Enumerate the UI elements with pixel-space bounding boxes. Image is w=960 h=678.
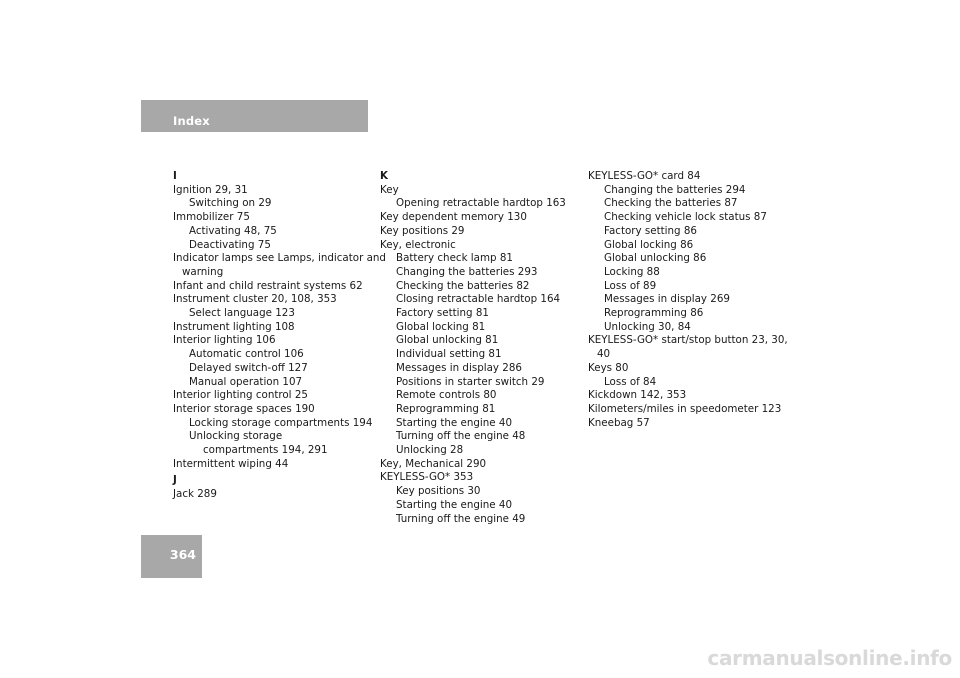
index-subentry: Reprogramming 86 [604,307,704,320]
section-title: Index [173,114,210,128]
index-entry: Key positions 29 [380,224,465,237]
watermark: carmanualsonline.info [707,646,952,670]
index-subentry: warning [182,265,224,278]
index-entry: Interior storage spaces 190 [173,402,315,415]
index-subentry: Battery check lamp 81 [396,252,513,265]
index-subentry: Unlocking 30, 84 [604,320,691,333]
index-entry: Interior lighting 106 [173,334,276,347]
index-subentry: Automatic control 106 [189,348,304,361]
index-entry: Indicator lamps see Lamps, indicator and [173,252,386,265]
index-subentry: Global locking 81 [396,320,486,333]
index-letter-heading: J [173,474,177,487]
index-entry: Intermittent wiping 44 [173,457,289,470]
index-subentry: Delayed switch-off 127 [189,361,308,374]
index-subentry: Changing the batteries 293 [396,265,538,278]
index-subentry: Locking 88 [604,265,660,278]
index-subentry: Locking storage compartments 194 [189,416,373,429]
index-subentry: Individual setting 81 [396,348,502,361]
index-subentry: Starting the engine 40 [396,498,513,511]
page-number: 364 [169,547,196,562]
index-subentry: Closing retractable hardtop 164 [396,293,561,306]
index-entry: Instrument lighting 108 [173,320,295,333]
index-subentry: Checking vehicle lock status 87 [604,211,767,224]
index-entry: Key, Mechanical 290 [380,457,487,470]
index-subentry: Changing the batteries 294 [604,183,746,196]
index-entry: Interior lighting control 25 [173,389,308,402]
index-subentry: Messages in display 269 [604,293,730,306]
index-subentry: Unlocking 28 [396,444,464,457]
index-subentry: Select language 123 [189,307,295,320]
index-subentry: Checking the batteries 82 [396,279,530,292]
index-entry: Keys 80 [588,361,629,374]
index-subentry: Global unlocking 86 [604,252,707,265]
index-subentry: Loss of 89 [604,279,657,292]
index-subentry: Manual operation 107 [189,375,303,388]
index-entry: Kilometers/miles in speedometer 123 [588,402,782,415]
index-entry: Immobilizer 75 [173,211,250,224]
index-letter-heading: K [380,170,388,182]
index-subentry: Deactivating 75 [189,238,271,251]
index-entry: KEYLESS-GO* start/stop button 23, 30, [588,334,788,347]
index-subentry: Opening retractable hardtop 163 [396,197,566,210]
index-subentry: compartments 194, 291 [203,444,328,457]
index-column-2 [380,170,580,526]
index-entry: Jack 289 [173,488,217,501]
index-subentry: Loss of 84 [604,375,657,388]
index-entry: Instrument cluster 20, 108, 353 [173,293,337,306]
index-subentry: Turning off the engine 48 [396,430,526,443]
page-number-tab [141,535,202,578]
index-entry: Key dependent memory 130 [380,211,527,224]
index-column-1 [173,170,386,502]
index-letter-heading: I [173,170,177,182]
index-entry: Kickdown 142, 353 [588,389,687,402]
index-subentry: 40 [597,348,611,361]
index-entry: Kneebag 57 [588,416,650,429]
index-subentry: Checking the batteries 87 [604,197,738,210]
index-column-3 [588,170,788,430]
index-subentry: Remote controls 80 [396,389,497,402]
index-entry: KEYLESS-GO* card 84 [588,170,701,182]
section-header-tab [141,100,368,132]
index-subentry: Key positions 30 [396,485,481,498]
index-subentry: Positions in starter switch 29 [396,375,545,388]
index-subentry: Starting the engine 40 [396,416,513,429]
index-subentry: Switching on 29 [189,197,272,210]
index-subentry: Reprogramming 81 [396,402,496,415]
index-subentry: Global locking 86 [604,238,694,251]
index-subentry: Factory setting 81 [396,307,489,320]
index-entry: Infant and child restraint systems 62 [173,279,363,292]
index-subentry: Turning off the engine 49 [396,512,526,525]
index-subentry: Factory setting 86 [604,224,697,237]
index-subentry: Activating 48, 75 [189,224,277,237]
index-subentry: Global unlocking 81 [396,334,499,347]
index-entry: Key [380,183,399,196]
index-entry: Ignition 29, 31 [173,183,248,196]
index-entry: Key, electronic [380,238,456,251]
index-subentry: Messages in display 286 [396,361,522,374]
index-entry: KEYLESS-GO* 353 [380,471,474,484]
index-subentry: Unlocking storage [189,430,283,443]
